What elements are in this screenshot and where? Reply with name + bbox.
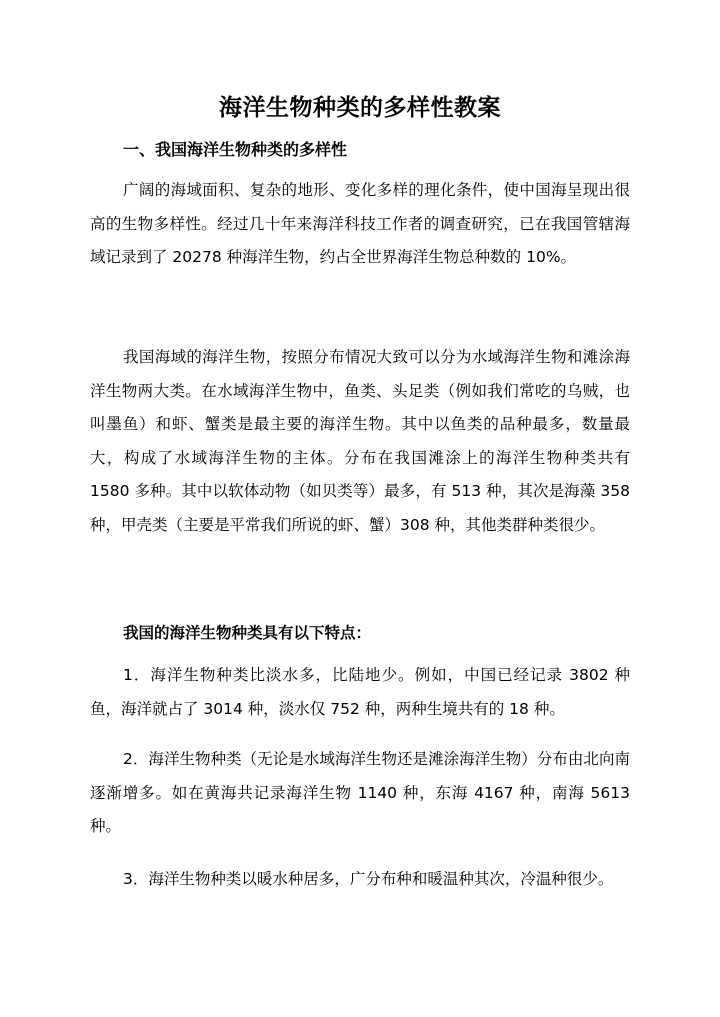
document-title: 海洋生物种类的多样性教案 [219, 95, 501, 121]
features-heading: 我国的海洋生物种类具有以下特点： [123, 624, 372, 642]
body-paragraph-distribution: 我国海域的海洋生物，按照分布情况大致可以分为水域海洋生物和滩涂海洋生物两大类。在水域海洋生物中，鱼类、头足类（例如我们常吃的乌贼，也叫墨鱼）和虾、蟹类是最主要的海洋生物。其中以鱼类的品种最多，数量最大，构成了水域海洋生物的主体。分布在我国滩涂上的海洋生物种类共有 1580 多种。其中以软体动物（如贝类等）最多，有 513 种，其次是海藻 358 种，甲壳类（主要是平常我们所说的虾、蟹）308 种，其他类群种类很少。 [90, 348, 630, 534]
feature-item-2: 2．海洋生物种类（无论是水域海洋生物还是滩涂海洋生物）分布由北向南逐渐增多。如在黄海共记录海洋生物 1140 种，东海 4167 种，南海 5613 种。 [90, 750, 630, 835]
body-paragraph-intro: 广阔的海域面积、复杂的地形、变化多样的理化条件，使中国海呈现出很高的生物多样性。经过几十年来海洋科技工作者的调查研究，已在我国管辖海域记录到了 20278 种海洋生物，约占全世界海洋生物总种数的 10%。 [90, 181, 630, 266]
feature-item-3: 3．海洋生物种类以暖水种居多，广分布种和暖温种其次，冷温种很少。 [123, 870, 614, 888]
feature-item-1: 1．海洋生物种类比淡水多，比陆地少。例如，中国已经记录 3802 种鱼，海洋就占了 3014 种，淡水仅 752 种，两种生境共有的 18 种。 [90, 666, 630, 718]
section-heading: 一、我国海洋生物种类的多样性 [123, 140, 348, 159]
